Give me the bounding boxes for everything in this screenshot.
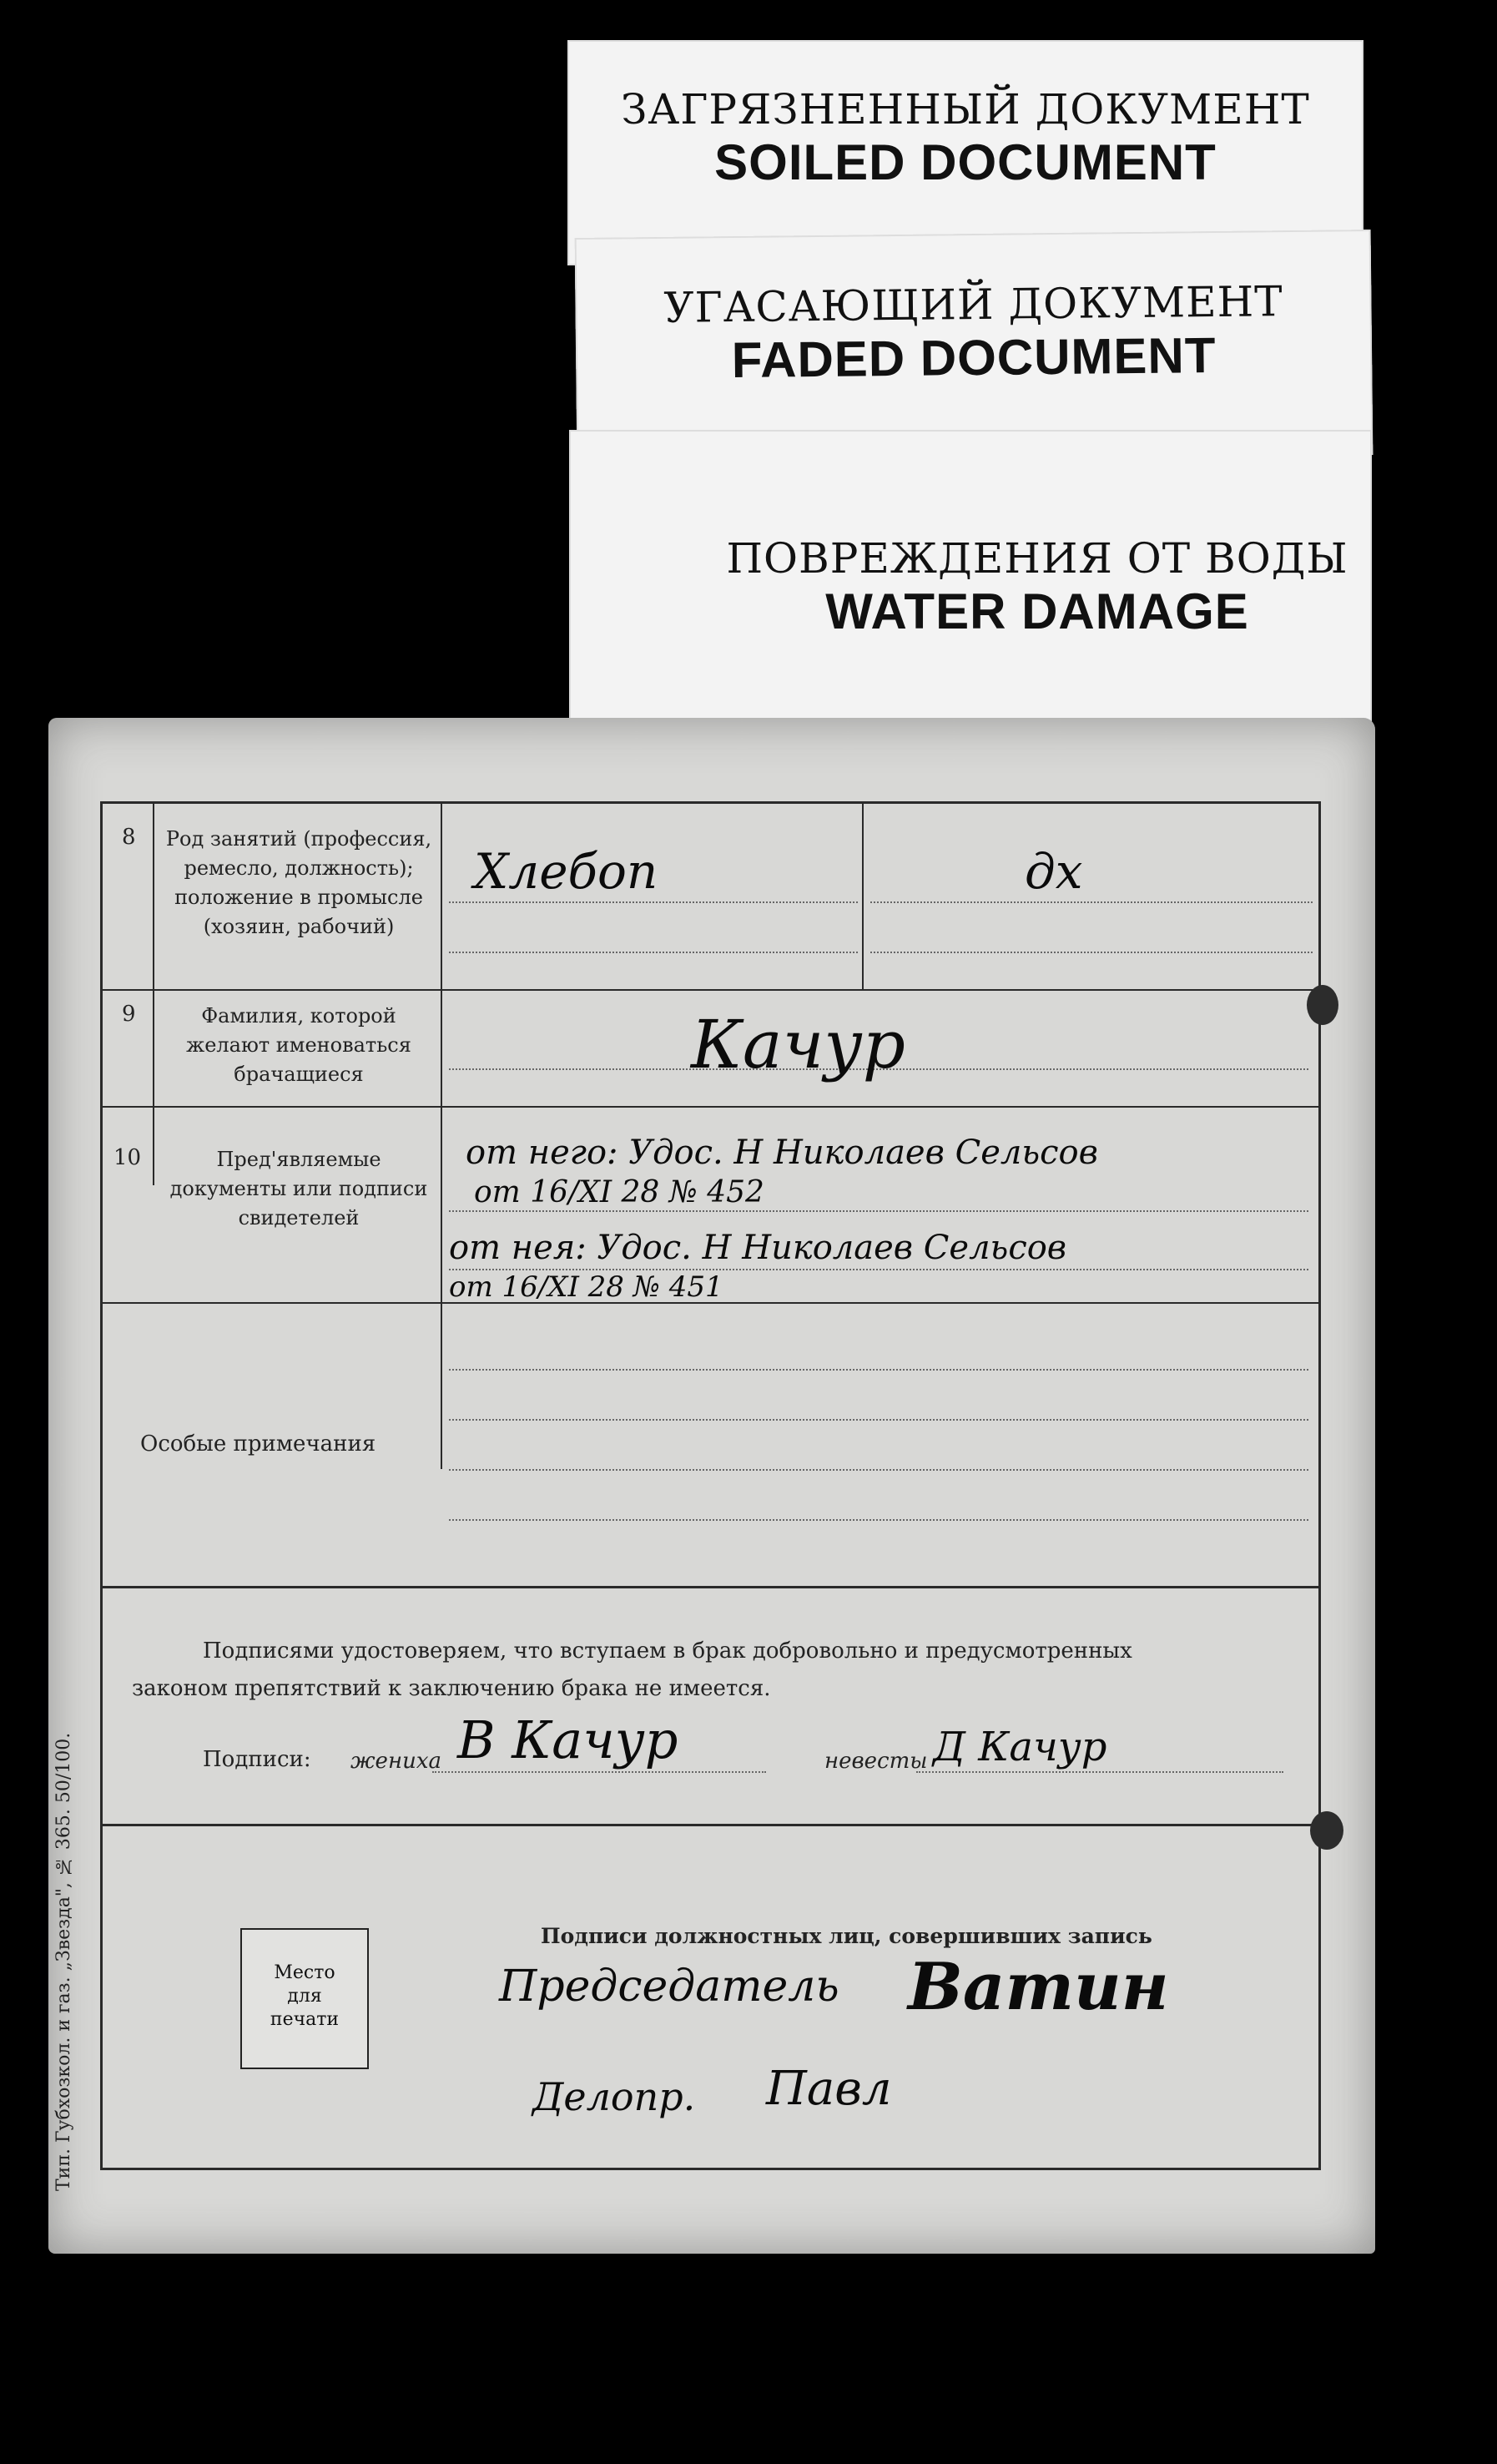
groom-bride-divider [862,801,864,989]
stamp-place-label: Место для печати [270,1962,340,2030]
dotted-line [870,952,1313,953]
flag-ru-text: ЗАГРЯЗНЕННЫЙ ДОКУМЕНТ [621,85,1310,134]
dotted-line [449,901,858,903]
flag-ru-text: ПОВРЕЖДЕНИЯ ОТ ВОДЫ [726,534,1348,583]
table-top-line [100,801,1318,804]
officials-signatures-title: Подписи должностных лиц, совершивших запись [541,1924,1152,1948]
groom-signature: В Качур [457,1709,678,1770]
water-damage-flag [569,430,1372,730]
dotted-line [449,1469,1308,1471]
handwritten-groom-occupation: Хлебоп [474,843,658,900]
dotted-line [870,901,1313,903]
groom-label: жениха [350,1749,441,1774]
dotted-line [432,1771,766,1773]
handwritten-document-bride-date: от 16/XI 28 № 451 [449,1270,723,1304]
row-label-notes: Особые примечания [140,1431,376,1457]
dotted-line [449,1419,1308,1421]
chairman-signature: Ватин [908,1949,1169,2025]
flag-en-text: SOILED DOCUMENT [714,134,1217,190]
bride-signature: Д Качур [933,1724,1107,1770]
row-label-occupation: Род занятий (профессия, ремесло, должность); положение в промысле (хозяин, рабочий) [165,827,432,938]
row-number: 10 [113,1145,142,1170]
handwritten-document-groom-date: от 16/XI 28 № 452 [474,1175,764,1209]
chairman-title-handwritten: Председатель [499,1962,839,2012]
row-number: 8 [122,825,136,850]
faded-document-flag [575,230,1374,463]
punch-hole [1310,1811,1343,1850]
flag-en-text: WATER DAMAGE [825,583,1249,639]
handwritten-surname: Качур [691,1006,905,1083]
printer-imprint: Тип. Губхозкол. и газ. „Звезда", № 365. 50/100. [53,1732,74,2191]
row-divider-8-9 [100,989,1318,991]
row-label-documents: Пред'являемые документы или подписи свидетелей [169,1148,428,1229]
dotted-line [449,1519,1308,1521]
flag-en-text: FADED DOCUMENT [731,326,1217,389]
clerk-title-handwritten: Делопр. [532,2074,696,2119]
bride-label: невесты [824,1749,928,1774]
stamp-place-box [240,1928,369,2069]
num-column-line [153,801,154,1185]
handwritten-document-bride: от нея: Удос. Н Николаев Сельсов [449,1229,1067,1267]
declaration-line-2: законом препятствий к заключению брака не имеется. [132,1676,771,1701]
row-divider-9-10 [100,1106,1318,1108]
table-bottom-line [100,2168,1318,2170]
dotted-line [916,1771,1283,1773]
clerk-signature: Павл [766,2062,892,2116]
dotted-line [449,1210,1308,1212]
label-column-line [441,801,442,1469]
row-divider-notes-decl [100,1586,1318,1588]
dotted-line [449,1369,1308,1371]
flag-ru-text: УГАСАЮЩИЙ ДОКУМЕНТ [663,277,1283,332]
row-divider-decl-officials [100,1824,1318,1826]
punch-hole [1307,985,1338,1025]
table-left-line [100,801,103,2170]
dotted-line [449,952,858,953]
row-label-surname: Фамилия, которой желают именоваться брачащиеся [186,1004,411,1086]
row-number: 9 [122,1002,136,1027]
handwritten-bride-occupation: дх [1025,843,1083,900]
declaration-line-1: Подписями удостоверяем, что вступаем в брак добровольно и предусмотренных [203,1638,1132,1664]
signatures-label: Подписи: [203,1747,311,1772]
handwritten-document-groom: от него: Удос. Н Николаев Сельсов [466,1134,1098,1172]
marriage-record-card [48,718,1375,2254]
